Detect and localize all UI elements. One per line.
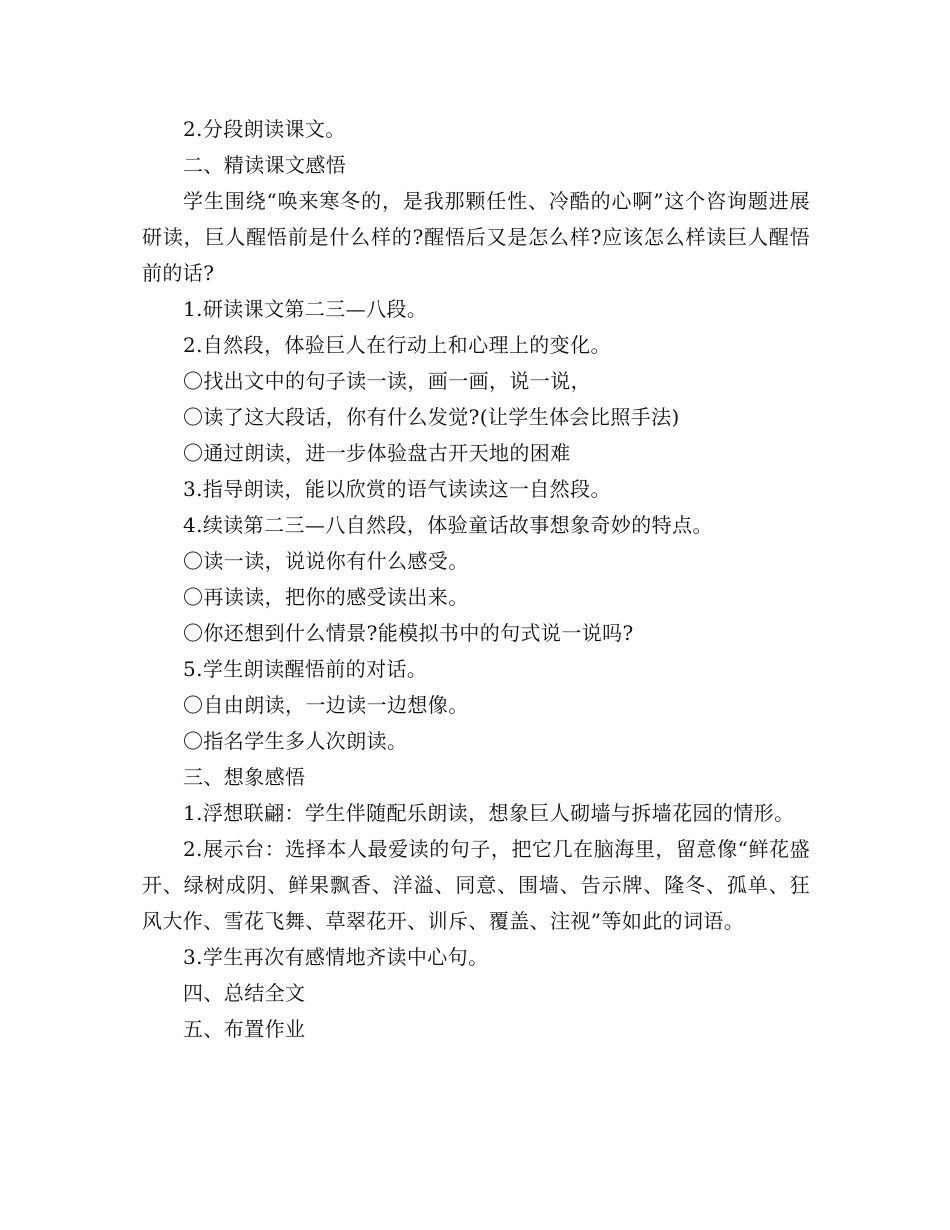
bullet-read-again: 〇再读读，把你的感受读出来。 xyxy=(183,585,469,609)
section-heading-close-reading: 二、精读课文感悟 xyxy=(183,153,347,177)
step-natural-paragraph: 2.自然段，体验巨人在行动上和心理上的变化。 xyxy=(183,333,611,357)
bullet-read-and-talk: 〇读一读，说说你有什么感受。 xyxy=(183,549,469,573)
paragraph-study-question: 学生围绕“唤来寒冬的，是我那颗任性、冷酷的心啊”这个咨询题进展研读，巨人醒悟前是什么样的?醒悟后又是怎么样?应该怎么样读巨人醒悟前的话? xyxy=(142,189,810,285)
bullet-read-aloud-experience: 〇通过朗读，进一步体验盘古开天地的困难 xyxy=(183,441,571,465)
step-continue-reading: 4.续读第二三—八自然段，体验童话故事想象奇妙的特点。 xyxy=(183,513,713,537)
bullet-find-sentences: 〇找出文中的句子读一读，画一画，说一说， xyxy=(183,369,591,393)
bullet-what-discovered: 〇读了这大段话，你有什么发觉?(让学生体会比照手法) xyxy=(183,405,680,429)
step-guided-reading: 3.指导朗读，能以欣赏的语气读读这一自然段。 xyxy=(183,477,611,501)
document-body xyxy=(142,111,810,1047)
step-showcase: 2.展示台：选择本人最爱读的句子，把它几在脑海里，留意像“鲜花盛开、绿树成阴、鲜果飘香、洋溢、同意、围墙、告示牌、隆冬、孤单、狂风大作、雪花飞舞、草翠花开、训斥、覆盖、注视”等如此的词语。 xyxy=(142,837,810,933)
section-heading-imagine: 三、想象感悟 xyxy=(183,765,306,789)
step-imagine-with-music: 1.浮想联翩：学生伴随配乐朗读，想象巨人砌墙与拆墙花园的情形。 xyxy=(183,801,795,825)
bullet-named-reading: 〇指名学生多人次朗读。 xyxy=(183,729,408,753)
bullet-imagine-scene: 〇你还想到什么情景?能模拟书中的句式说一说吗? xyxy=(183,621,634,645)
step-read-dialogue: 5.学生朗读醒悟前的对话。 xyxy=(183,657,428,681)
bullet-free-reading: 〇自由朗读，一边读一边想像。 xyxy=(183,693,469,717)
section-heading-summary: 四、总结全文 xyxy=(183,981,306,1005)
step-study-paragraphs: 1.研读课文第二三—八段。 xyxy=(183,297,428,321)
step-read-center-sentence: 3.学生再次有感情地齐读中心句。 xyxy=(183,945,489,969)
step-read-by-paragraph: 2.分段朗读课文。 xyxy=(183,117,346,141)
section-heading-homework: 五、布置作业 xyxy=(183,1017,306,1041)
